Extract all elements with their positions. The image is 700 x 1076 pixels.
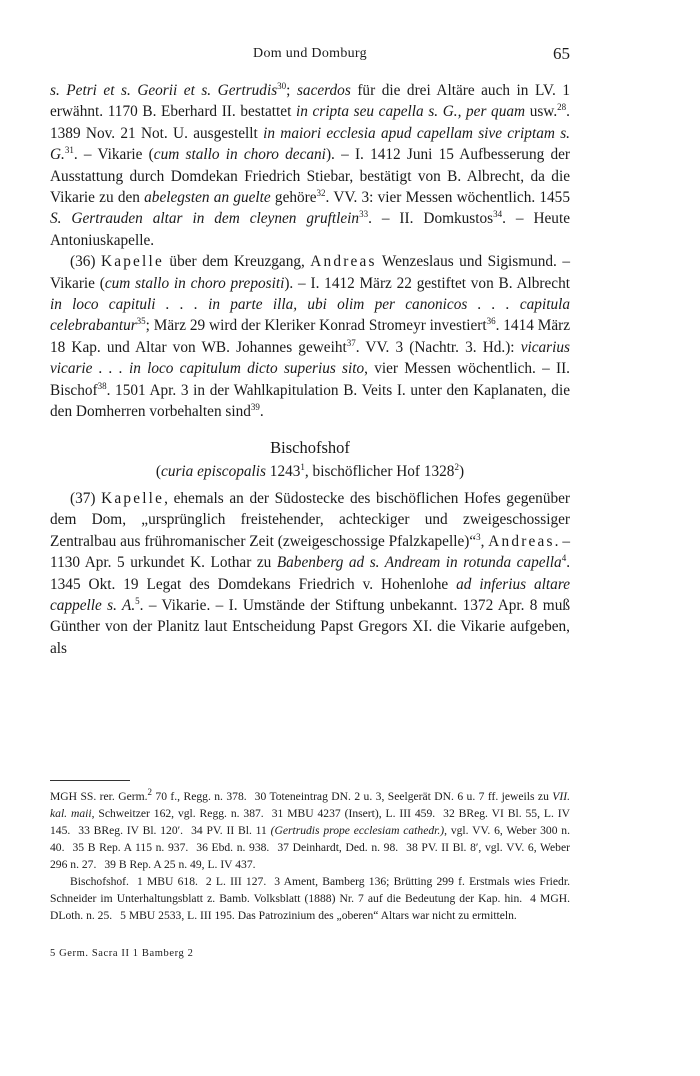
footnote-number: 39 [104,858,116,871]
spaced-text: Andreas [488,532,555,550]
footnote-number: 37 [277,841,289,854]
footnote-number: 5 [120,909,126,922]
italic-text: S. Gertrauden altar in dem cleynen gruftlein [50,210,360,228]
text-run: . [259,403,264,421]
text-run: BReg. VI Bl. 55, L. IV 145. [50,807,571,837]
text-run: gehöre [270,189,317,207]
italic-text: vicarius vicarie . . . in loco capitulum dicto superius sito [50,338,570,378]
footnote-number: 3 [274,875,281,888]
text-run: . 1389 Nov. 21 Not. U. ausgestellt [50,103,570,142]
text-run: Toteneintrag DN. 2 u. 3, Seelgerät DN. 6 u. 7 ff. jeweils zu [266,790,553,803]
footnote-number: 34 [191,824,203,837]
italic-text: in cripta seu capella s. G., per quam [295,103,526,121]
text-run: , bischöflicher Hof 1328 [304,462,455,480]
footnote-ref: 37 [346,337,356,348]
text-run: B Rep. A 25 n. 49, L. IV 437. [115,858,256,871]
text-run: MGH SS. rer. Germ. [50,790,148,803]
footnote-ref: 28 [557,102,567,113]
paragraph-37 [50,488,570,659]
text-run: . – Heute Antoniuskapelle. [50,210,570,249]
text-run: (37) [70,489,102,507]
text-run: ) [458,462,465,480]
footnote-number: 4 [530,892,536,905]
text-run: . 1345 Okt. 19 Legat des Domdekans Friedrich v. Hohenlohe [50,554,571,593]
spaced-text: Kapelle [100,253,164,271]
text-run: 1243 [265,462,301,480]
italic-text: Babenberg ad s. Andream in rotunda capella [276,554,562,572]
text-run: . – Vikarie. – I. Umstände der Stiftung unbekannt. 1372 Apr. 8 muß Günther von der Planitz laut Entscheidung Papst Gregors XI. die Vikarie aufgeben, als [50,596,570,657]
text-run: . VV. 3 (Nachtr. 3. Hd.): [355,338,521,356]
footnote-ref: 31 [64,145,74,156]
footnotes-dom [50,788,570,873]
text-run: 70 f., Regg. n. 378. [152,790,247,803]
footnote-number: 1 [136,875,143,888]
text-run: ). – I. 1412 Juni 15 Aufbesserung der Ausstattung durch Domdekan Friedrich Stiebar, bestätigt von B. Albrecht, da die Vikarie zu den [50,146,570,207]
footnote-number: 35 [72,841,85,854]
text-run: . 1501 Apr. 3 in der Wahlkapitulation B. Veits I. unter den Kaplanaten, die den Domherren vorbehalten sind [50,381,570,421]
spaced-text: Kapelle [101,489,165,507]
text-run: PV. II Bl. 11 [202,824,271,837]
italic-text: (Gertrudis prope ecclesiam cathedr.) [270,824,445,837]
text-run: Ebd. n. 938. [207,841,270,854]
footnote-number: 36 [196,841,208,854]
text-run: B Rep. A 115 n. 937. [84,841,189,854]
paragraph-35-continued [50,80,570,251]
italic-text: VII. kal. maii [50,790,570,820]
footnote-ref: 30 [277,80,287,91]
text-run: MBU 618. [142,875,198,888]
footnote-ref: 32 [316,187,326,198]
footnote-number: 32 [443,807,455,820]
italic-text: cum stallo in choro decani [153,146,326,164]
paragraph-36 [50,251,570,422]
text-run: für die drei Altäre auch in LV. 1 erwähnt. 1170 B. Eberhard II. bestattet [50,82,571,121]
text-run: ( [155,462,162,480]
italic-text: sacerdos [296,82,351,99]
text-run: , ehemals an der Südostecke des bischöflichen Hofes gegenüber dem Dom, „ursprünglich freistehender, achteckiger und zweigeschossiger Zentralbau aus frühromanischer Zeit (zweigeschossige Pfalzkapelle)“ [50,489,571,550]
footnote-ref: 2 [147,787,152,798]
italic-text: abelegsten an guelte [144,189,271,207]
text-run: . 1414 März 18 Kap. und Altar von WB. Johannes geweiht [50,317,570,356]
section-subheading [50,461,570,482]
running-title: Dom und Domburg [253,46,367,61]
text-run: MGH. DLoth. n. 25. [50,892,570,922]
footnotes [50,788,570,924]
italic-text: in maiori ecclesia apud capellam sive criptam s. G. [50,124,570,164]
text-run: Bischofshof. [70,875,129,888]
footnote-ref: 38 [97,380,107,391]
footnote-ref: 35 [136,316,146,327]
text-run: . VV. 3: vier Messen wöchentlich. 1455 [325,189,570,207]
footnote-ref: 34 [493,209,503,220]
footnote-number: 33 [78,824,90,837]
text-run: . – Vikarie ( [73,146,154,164]
footnote-ref: 3 [476,531,481,542]
text-run: Deinhardt, Ded. n. 98. [288,841,399,854]
italic-text: cum stallo in choro prepositi [104,274,285,292]
footnote-rule [50,780,130,781]
section-heading: Bischofshof [270,437,350,457]
text-run: , vier Messen wöchentlich. – II. Bischof [50,360,570,399]
text-run: . – 1130 Apr. 5 urkundet K. Lothar zu [50,532,570,572]
footnote-number: 2 [205,875,212,888]
text-run: MBU 2533, L. III 195. Das Patrozinium des „oberen“ Altars war nicht zu ermitteln. [125,909,517,922]
footnote-ref: 1 [300,461,305,472]
text-run: über dem Kreuzgang, [163,253,311,271]
main-text [50,80,570,659]
footnote-ref: 39 [250,402,260,412]
footnote-ref: 33 [359,209,369,220]
text-run: . – II. Domkustos [368,210,494,228]
text-run: , [480,532,489,550]
text-run: usw. [525,103,558,121]
spaced-text: Andreas [310,253,377,271]
running-header [50,44,570,68]
text-run: Ament, Bamberg 136; Brütting 299 f. Erstmals wies Friedr. Schneider im Unterhaltungsblatt z. Bamb. Volksblatt (1888) Nr. 7 auf die Bedeutung der Kap. hin. [50,875,570,905]
text-run: MBU 4237 (Insert), L. III 459. [283,807,436,820]
printer-signature: 5 Germ. Sacra II 1 Bamberg 2 [50,948,194,959]
italic-text: ad inferius altare cappelle s. A. [50,575,570,614]
text-run: Wenzeslaus und Sigismund. – Vikarie ( [50,253,570,292]
italic-text: s. Petri et s. Georii et s. Gertrudis [50,82,278,99]
footnote-ref: 2 [454,461,459,472]
text-run: ; März 29 wird der Kleriker Konrad Stromeyr investiert [145,317,487,335]
italic-text: in loco capituli . . . in parte illa, ubi olim per canonicos . . . capitula celebrabantur [50,296,570,335]
footnote-ref: 36 [486,316,496,327]
footnote-number: 38 [406,841,418,854]
footnote-number: 31 [271,807,284,820]
text-run: , vgl. VV. 6, Weber 300 n. 40. [50,824,570,854]
text-run: BReg. IV Bl. 120′. [89,824,184,837]
footnotes-bischofshof [50,873,570,924]
italic-text: curia episcopalis [161,462,266,480]
page-number: 65 [553,44,570,63]
footnote-number: 30 [254,790,267,803]
text-run: PV. II Bl. 8′, vgl. VV. 6, Weber 296 n. 27. [50,841,570,871]
footnote-ref: 5 [135,595,140,606]
text-run: (36) [70,253,101,271]
text-run: ). – I. 1412 März 22 gestiftet von B. Albrecht [284,274,570,292]
footnote-ref: 4 [561,553,567,564]
text-run: L. III 127. [211,875,267,888]
text-run: ; [286,82,297,99]
text-run: , Schweitzer 162, vgl. Regg. n. 387. [91,807,264,820]
